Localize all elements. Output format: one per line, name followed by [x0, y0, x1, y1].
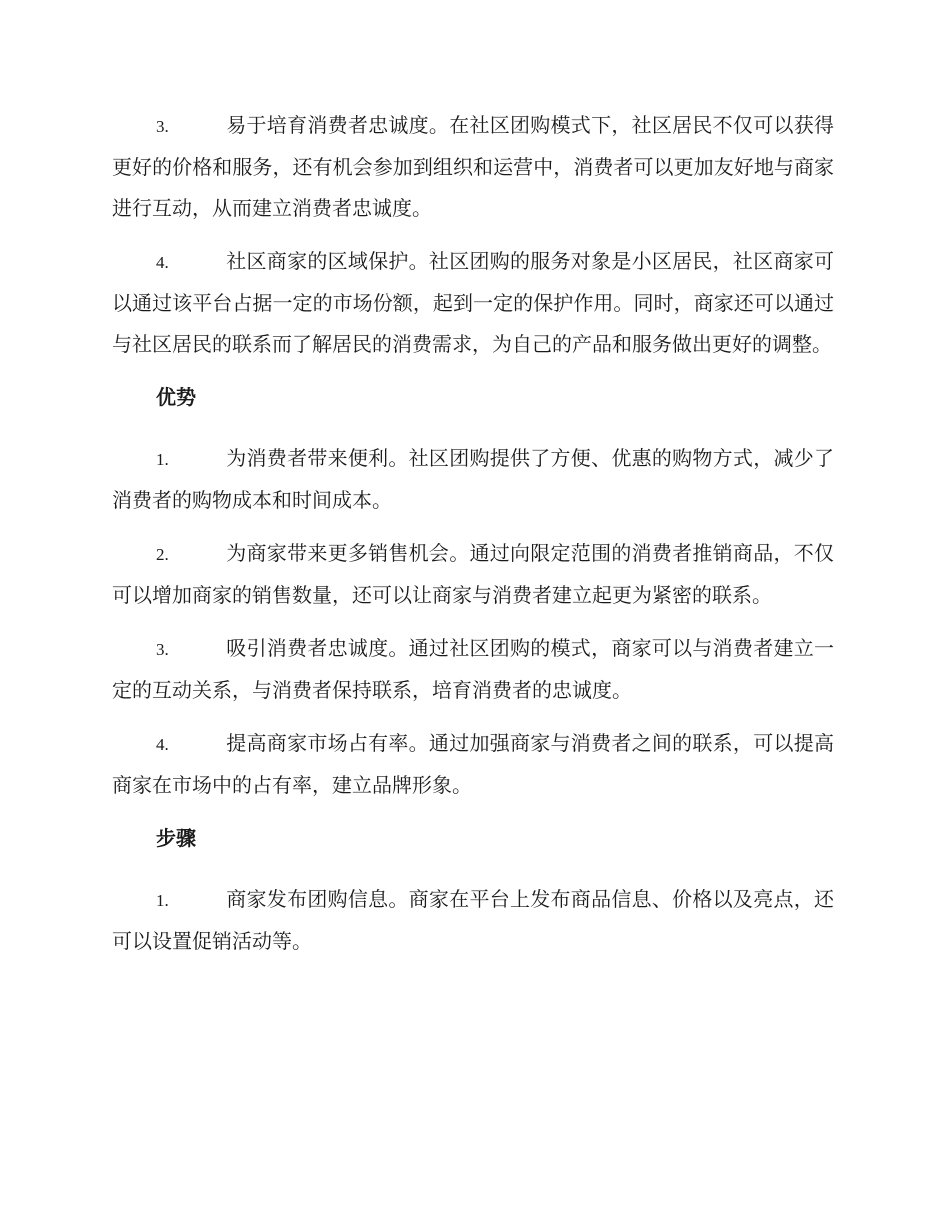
item-number: 4. — [156, 253, 169, 272]
item-number: 3. — [156, 640, 169, 659]
item-number: 1. — [156, 450, 169, 469]
item-text: 社区商家的区域保护。社区团购的服务对象是小区居民，社区商家可以通过该平台占据一定的市场份额，起到一定的保护作用。同时，商家还可以通过与社区居民的联系而了解居民的消费需求，为自己的产品和服务做出更好的调整。 — [112, 249, 834, 356]
list-item — [112, 105, 834, 229]
item-number: 3. — [156, 117, 169, 136]
item-text: 提高商家市场占有率。通过加强商家与消费者之间的联系，可以提高商家在市场中的占有率，建立品牌形象。 — [112, 731, 834, 797]
list-item — [112, 723, 834, 806]
list-item — [112, 879, 834, 962]
item-text: 商家发布团购信息。商家在平台上发布商品信息、价格以及亮点，还可以设置促销活动等。 — [112, 887, 834, 953]
item-text: 为商家带来更多销售机会。通过向限定范围的消费者推销商品，不仅可以增加商家的销售数量，还可以让商家与消费者建立起更为紧密的联系。 — [112, 541, 834, 607]
item-number: 1. — [156, 891, 169, 910]
item-number: 2. — [156, 545, 169, 564]
list-item — [112, 438, 834, 521]
item-number: 4. — [156, 735, 169, 754]
document-page — [112, 105, 834, 974]
list-item — [112, 533, 834, 616]
list-item — [112, 628, 834, 711]
item-text: 为消费者带来便利。社区团购提供了方便、优惠的购物方式，减少了消费者的购物成本和时间成本。 — [112, 446, 834, 512]
section-heading-steps: 步骤 — [156, 826, 196, 850]
item-text: 吸引消费者忠诚度。通过社区团购的模式，商家可以与消费者建立一定的互动关系，与消费者保持联系，培育消费者的忠诚度。 — [112, 636, 834, 702]
item-text: 易于培育消费者忠诚度。在社区团购模式下，社区居民不仅可以获得更好的价格和服务，还有机会参加到组织和运营中，消费者可以更加友好地与商家进行互动，从而建立消费者忠诚度。 — [112, 113, 834, 220]
section-heading-advantages: 优势 — [156, 385, 196, 409]
list-item — [112, 241, 834, 365]
